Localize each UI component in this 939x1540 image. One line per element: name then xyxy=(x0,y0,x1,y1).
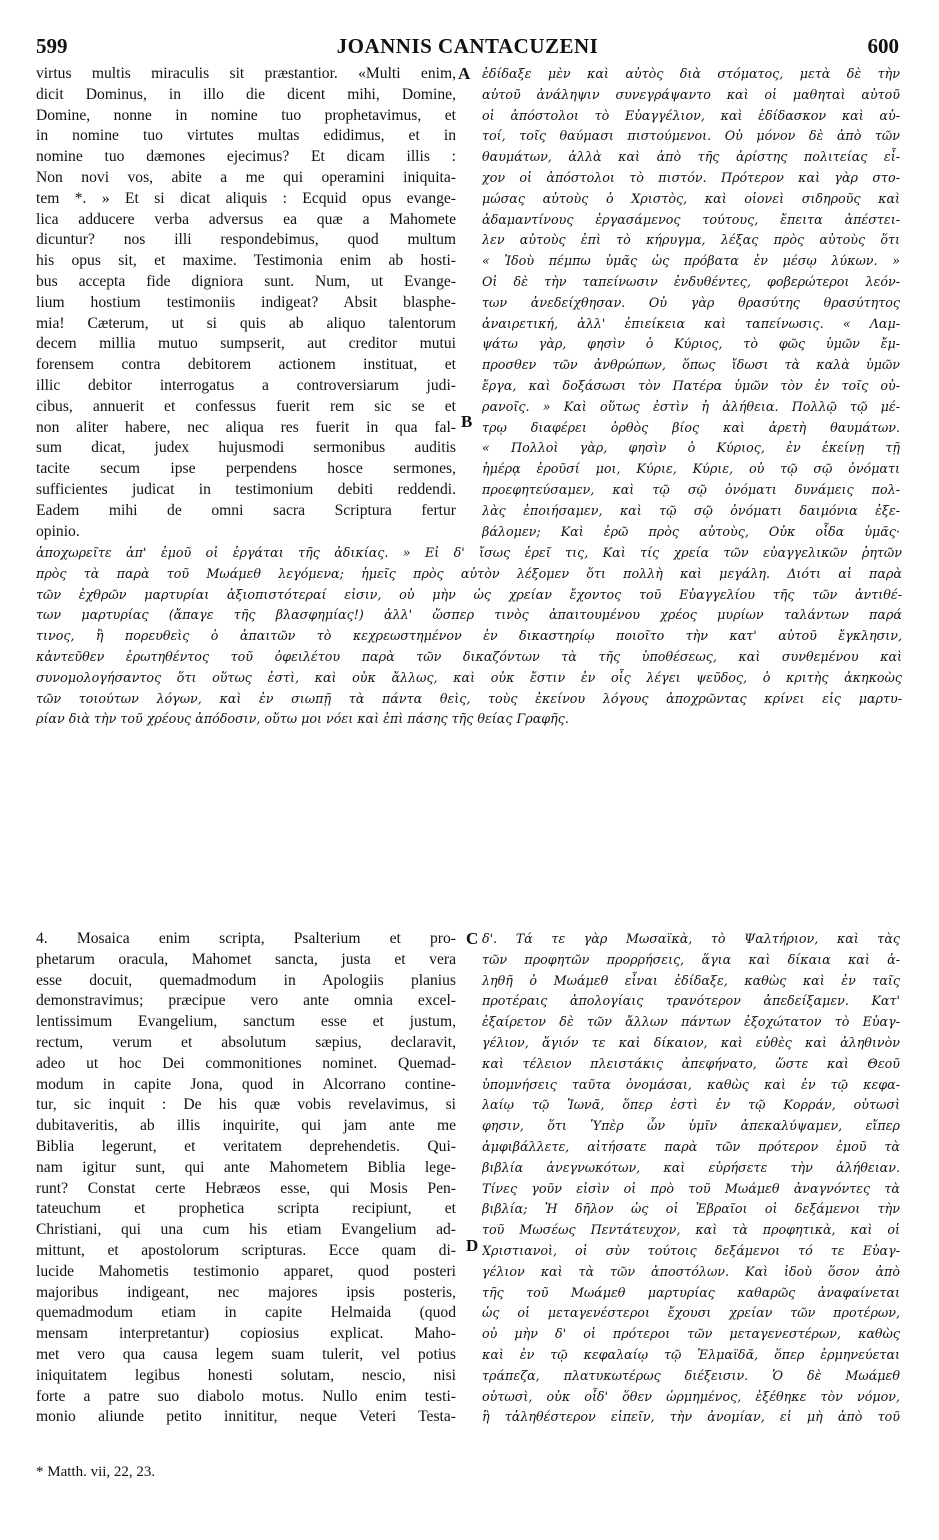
text-line: demonstravimus; præcipue vero ante omnia excel- xyxy=(36,992,456,1010)
text-line: προσθεν τῶν ἀνθρώπων, ὅπως ἴδωσι τὰ καλὰ ὑμῶν xyxy=(482,357,900,373)
text-line: illic debitor interrogatus a controversiarum judi- xyxy=(36,376,456,394)
text-line: γέλιον, ἅγιόν τε καὶ δίκαιον, καὶ εὐθὲς καὶ ἀληθινὸν xyxy=(482,1034,900,1050)
text-line: Τίνες γοῦν εἰσὶν οἱ πρὸ τοῦ Μωάμεθ ἀναγνόντες τὰ xyxy=(482,1180,900,1196)
text-line: lica adducere verba adversus ea quæ a Mahomete xyxy=(36,210,456,228)
text-line: cibus, annuerit et confessus fuerit rem sic se et xyxy=(36,397,456,415)
text-line: virtus multis miraculis sit præstantior. «Multi enim, xyxy=(36,65,456,82)
margin-marker-b: B xyxy=(461,412,473,431)
left-page-number: 599 xyxy=(36,34,68,58)
text-line: non aliter habere, nec aliqua res fuerit in qua fal- xyxy=(36,418,456,436)
text-line: φησιν, ὅτι Ὑπὲρ ὧν ὑμῖν ἀπεκαλύψαμεν, εἴπερ xyxy=(482,1118,900,1134)
text-line: καὶ ἐν τῷ κεφαλαίῳ τῷ Ἐλμαϊδᾶ, ὅπερ ἑρμηνεύεται xyxy=(482,1346,900,1362)
text-line: sum dicat, judex hujusmodi sermonibus auditis xyxy=(36,439,456,457)
text-line: iniquitatem legibus honesti solutam, nescio, nisi xyxy=(36,1366,456,1384)
text-line: Οἱ δὲ τὴν ταπείνωσιν ἐνδυθέντες, φοβερώτεροι λεόν- xyxy=(482,273,900,289)
text-line: τοί, τοῖς θαύμασι πιστούμενοι. Οὐ μόνον δὲ ἀπὸ τῶν xyxy=(482,128,900,144)
text-line: Domine, nonne in nomine tuo prophetavimus, et xyxy=(36,106,456,124)
latin-column-section-1 xyxy=(36,64,456,542)
text-line: dicuntur? nos illi respondebimus, quod multum xyxy=(36,231,456,249)
margin-marker-c: C xyxy=(466,929,479,948)
text-line: μώσας αὐτοὺς ὁ Χριστὸς, καὶ οἱονεὶ σιδηροῦς καὶ xyxy=(482,190,900,206)
text-line: tur, sic inquit : De his quæ vobis revelavimus, si xyxy=(36,1096,456,1114)
text-line: ὡς οἱ μεταγενέστεροι ἔχουσι χρείαν τῶν προτέρων, xyxy=(482,1305,900,1321)
text-line: ἀναιρετική, ἀλλ' ἐπιείκεια καὶ ταπείνωσις. « Λαμ- xyxy=(482,315,900,331)
text-line: των μαρτυρίας (ἄπαγε τῆς βλασφημίας!) ἀλλ' ὥσπερ τινὸς ἀπαιτουμένου χρέος μυρίων ταλάντων παρά xyxy=(36,607,902,623)
text-line: τρῳ διαφέρει ὀρθὸς βίος καὶ ἀρετὴ θαυμάτων. xyxy=(482,419,900,435)
text-line: τῶν τοιούτων λόγων, καὶ ἐν σιωπῇ τὰ πάντα θεὶς, τοὺς ἐκείνου λόγους ἀποχρῶντας κρίνει εἰς μαρτυ- xyxy=(36,690,902,706)
text-line: mittunt, et apostolorum scripturas. Ecce quam di- xyxy=(36,1241,456,1259)
text-line: γέλιον καὶ τὰ τῶν ἀποστόλων. Καὶ ἰδοὺ ὅσον ἀπὸ xyxy=(482,1263,900,1279)
text-line: οὐ μὴν δ' οἱ πρότεροι τῶν μεταγενεστέρων, καθὼς xyxy=(482,1326,900,1342)
text-line: ψάτω γὰρ, φησὶν ὁ Κύριος, τὸ φῶς ὑμῶν ἔμ- xyxy=(482,336,900,352)
text-line: 4. Mosaica enim scripta, Psalterium et pro- xyxy=(36,930,456,947)
text-line: συνομολογήσαντος ὅτι οὕτως ἐστὶ, καὶ οὐκ ἄλλως, καὶ οὐκ ἔστιν ἐν οἷς λέγει ψεῦδος, ὁ κριτὴς ἀκηκοὼς xyxy=(36,669,902,685)
text-line: λεν αὐτοὺς ἐπὶ τὸ κήρυγμα, λέξας πρὸς αὐτοὺς ὅτι xyxy=(482,232,900,248)
text-line: θαυμάτων, ἀλλὰ καὶ ἀπὸ τῆς ἀρίστης πολιτείας εἶ- xyxy=(482,149,900,165)
text-line: δ'. Τά τε γὰρ Μωσαϊκὰ, τὸ Ψαλτήριον, καὶ τὰς xyxy=(482,931,900,946)
text-line: lentissimum Evangelium, sanctum esse et justum, xyxy=(36,1013,456,1031)
text-line: « Πολλοὶ γὰρ, φησὶν ὁ Κύριος, ἐν ἐκείνῃ τῇ xyxy=(482,440,900,456)
text-line: met vero qua causa legem suam tulerit, vel potius xyxy=(36,1345,456,1363)
text-line: καὶ τέλειον πλειστάκις ἀπεφήνατο, ὥστε καὶ Θεοῦ xyxy=(482,1055,900,1071)
text-line: ἢ τἀληθέστερον εἰπεῖν, τὴν ἀνομίαν, εἰ μὴ ἀπὸ τοῦ xyxy=(482,1409,900,1425)
text-line: in nomine tuo virtutes multas edidimus, et in xyxy=(36,127,456,145)
text-line: ἐξαίρετον δὲ τῶν ἄλλων πάντων ἐξοχώτατον τὸ Εὐαγ- xyxy=(482,1014,900,1030)
text-line: decem millia mutuo sumpserit, aut creditor mutui xyxy=(36,335,456,353)
text-line: tem *. » Et si dicat aliquis : Ecquid opus evange- xyxy=(36,189,456,207)
margin-marker-a: A xyxy=(458,64,471,83)
text-line: majoribus indigeant, nec majores ipsis posteris, xyxy=(36,1283,456,1301)
text-line: quemadmodum etiam in capite Helmaida (quod xyxy=(36,1304,456,1322)
text-line: τῶν προφητῶν προρρήσεις, ἅγια καὶ δίκαια καὶ ἀ- xyxy=(482,951,900,967)
text-line: dicit Dominus, in illo die dicent mihi, Domine, xyxy=(36,85,456,103)
text-line: lium hostium testimoniis indigeat? Absit blasphe- xyxy=(36,293,456,311)
right-page-number: 600 xyxy=(867,34,899,58)
text-line: monio aliunde petito innititur, neque Veteri Testa- xyxy=(36,1408,456,1426)
text-line: βάλομεν; Καὶ ἐρῶ πρὸς αὐτοὺς, Οὐκ οἶδα ὑμᾶς· xyxy=(482,523,900,539)
text-line: modum in capite Jona, quod in Alcorrano contine- xyxy=(36,1075,456,1093)
latin-column-section-2 xyxy=(36,929,456,1428)
running-header xyxy=(36,34,899,58)
text-line: λὰς ἐποιήσαμεν, καὶ τῷ σῷ ὀνόματι δαιμόνια ἐξε- xyxy=(482,502,900,518)
text-line: « Ἰδοὺ πέμπω ὑμᾶς ὡς πρόβατα ἐν μέσῳ λύκων. » xyxy=(482,253,900,269)
text-line: λαίῳ τῷ Ἰωνᾶ, ὅπερ ἐστὶ ἐν τῷ Κορράν, οὑτωσὶ xyxy=(482,1097,900,1113)
text-line: ἔργα, καὶ δοξάσωσι τὸν Πατέρα ὑμῶν τὸν ἐν τοῖς οὐ- xyxy=(482,377,900,393)
text-line: Christiani, qui una cum his etiam Evangelium ad- xyxy=(36,1221,456,1239)
text-line: ἀποχωρεῖτε ἀπ' ἐμοῦ οἱ ἐργάται τῆς ἀδικίας. » Εἰ δ' ἴσως ἐρεῖ τις, Καὶ τίς χρεία τῶν εὐαγγελικῶν ῥητῶν xyxy=(36,545,902,560)
text-line: βιβλία; Ἡ δῆλον ὡς οἱ Ἑβραῖοι οἱ δεξάμενοι τὴν xyxy=(482,1201,900,1217)
text-line: αὐτοῦ ἀνάληψιν συνεγράψαντο καὶ οἱ μαθηταὶ αὐτοῦ xyxy=(482,86,900,102)
text-line: phetarum oracula, Mahomet sancta, justa et vera xyxy=(36,950,456,968)
text-line: nam igitur sunt, qui ante Mahometem Biblia lege- xyxy=(36,1158,456,1176)
text-line: προτέραις ἀπολογίαις τρανότερον ἀπεδείξαμεν. Κατ' xyxy=(482,993,900,1009)
greek-full-width-passage xyxy=(36,543,902,730)
text-line: ἀδαμαντίνους ἐργασάμενος τούτους, ἔπειτα ἀπέστει- xyxy=(482,211,900,227)
text-line: Biblia legerunt, et veritatem deprehendetis. Qui- xyxy=(36,1137,456,1155)
text-line: runt? Constat certe Hebræos esse, qui Mosis Pen- xyxy=(36,1179,456,1197)
text-line: forte a patre suo diabolo motus. Nullo enim testi- xyxy=(36,1387,456,1405)
text-line: nomine tuo dæmones ejecimus? Et dicam illis : xyxy=(36,148,456,166)
text-line: his opus sit, et maxime. Testimonia enim ab hosti- xyxy=(36,252,456,270)
text-line: τοῦ Μωσέως Πεντάτευχον, καὶ τὰ προφητικὰ, καὶ οἱ xyxy=(482,1222,900,1238)
text-line: τινος, ἢ πορευθεὶς ὁ ἀπαιτῶν τὸ κεχρεωστημένον ἐν δικαστηρίῳ ποιοῖτο τὴν κατ' αὐτοῦ ἔγκλησιν, xyxy=(36,628,902,644)
margin-marker-d: D xyxy=(466,1236,479,1255)
text-line: ἡμέρᾳ ἐροῦσί μοι, Κύριε, Κύριε, οὐ τῷ σῷ ὀνόματι xyxy=(482,461,900,477)
text-line: mia! Cæterum, ut si quis ab aliquo talentorum xyxy=(36,314,456,332)
text-line: sufficientes judicat in testimonium debiti reddendi. xyxy=(36,480,456,498)
text-line: ὑπομνήσεις ταῦτα ὀνομάσαι, καθὼς καὶ ἐν τῷ κεφα- xyxy=(482,1076,900,1092)
text-line: forensem contra debitorem actionem instituat, et xyxy=(36,356,456,374)
text-line: οὑτωσὶ, οὐκ οἶδ' ὅθεν ὡρμημένος, ἐξέθηκε τὸν νόμον, xyxy=(482,1388,900,1404)
text-line: mensam interpretantur) copiosius explicat. Maho- xyxy=(36,1325,456,1343)
greek-column-section-2 xyxy=(482,929,900,1428)
greek-column-section-1 xyxy=(482,64,900,542)
text-line: ἀμφιβάλλετε, αἰτήσατε παρὰ τῶν πρότερον ἐμοῦ τὰ xyxy=(482,1138,900,1154)
text-line: κἀντεῦθεν ἐρωτηθέντος τοῦ ὀφειλέτου παρὰ τῶν δικαζόντων τὰ τῆς ὑποθέσεως, καὶ συνθεμένου καὶ xyxy=(36,648,902,664)
text-line: των ἀνεδείχθησαν. Οὐ γὰρ θρασύτης θρασύτητος xyxy=(482,294,900,310)
running-title: JOANNIS CANTACUZENI xyxy=(336,34,599,58)
text-line: ρίαν διὰ τὴν τοῦ χρέους ἀπόδοσιν, οὕτω μοι νόει καὶ ἐπὶ πάσης τῆς θείας Γραφῆς. xyxy=(36,711,569,727)
text-line: adeo ut hoc Dei commonitiones nominet. Quemad- xyxy=(36,1054,456,1072)
footnote: * Matth. vii, 22, 23. xyxy=(36,1464,156,1480)
text-line: rectum, verum et absolutum sæpius, declaravit, xyxy=(36,1033,456,1051)
text-line: tateuchum et prophetica scripta recipiunt, et xyxy=(36,1200,456,1218)
text-line: Non novi vos, abite a me qui operamini iniquita- xyxy=(36,168,456,186)
text-line: tacite secum ipse perpendens hosce sermones, xyxy=(36,460,456,478)
text-line: esse docuit, quemadmodum in Apologiis planius xyxy=(36,971,456,989)
text-line: ἐδίδαξε μὲν καὶ αὐτὸς διὰ στόματος, μετὰ δὲ τὴν xyxy=(482,66,900,81)
text-line: ρανοῖς. » Καὶ οὕτως ἐστὶν ἡ ἀλήθεια. Πολλῷ τῷ μέ- xyxy=(482,398,900,414)
text-line: τῶν ἐχθρῶν μαρτυρίαι ἀξιοπιστότεραί εἰσιν, οὐ μὴν ὡς χρείαν ἔχοντος τοῦ Εὐαγγελίου τῆς τῶν ἀντιθέ- xyxy=(36,586,902,602)
text-line: dubitaveritis, ab illis inquirite, qui jam ante me xyxy=(36,1117,456,1135)
text-line: τράπεζα, πλατυκωτέρως διέξεισιν. Ὁ δὲ Μωάμεθ xyxy=(482,1367,900,1383)
text-line: πρὸς τὰ παρὰ τοῦ Μωάμεθ λεγόμενα; ἡμεῖς πρὸς αὐτὸν λέξομεν ὅτι πολλὴ καὶ μεγάλη. Διότι αἱ παρὰ xyxy=(36,565,902,581)
text-line: lucide Mahometis testimonio apparet, quod posteri xyxy=(36,1262,456,1280)
text-line: Χριστιανοὶ, οἱ σὺν τούτοις δεξάμενοι τό τε Εὐαγ- xyxy=(482,1242,900,1258)
text-line: Eadem mihi de omni sacra Scriptura fertur xyxy=(36,501,456,519)
text-line: προεφητεύσαμεν, καὶ τῷ σῷ ὀνόματι δυνάμεις πολ- xyxy=(482,481,900,497)
text-line: ληθῆ ὁ Μωάμεθ εἶναι ἐδίδαξε, καθὼς καὶ ἐν ταῖς xyxy=(482,972,900,988)
text-line: bus accepta fide digniora sunt. Num, ut Evange- xyxy=(36,272,456,290)
text-line: βιβλία ἀνεγνωκότων, καὶ εὑρήσετε τὴν ἀλήθειαν. xyxy=(482,1159,900,1175)
text-line: τῆς τοῦ Μωάμεθ μαρτυρίας καθαρῶς ἀναφαίνεται xyxy=(482,1284,900,1300)
text-line: οἱ ἀπόστολοι τὸ Εὐαγγέλιον, καὶ ἐδίδασκον καὶ αὐ- xyxy=(482,107,900,123)
text-line: χον οἱ ἀπόστολοι τὸ πιστόν. Πρότερον καὶ γὰρ στο- xyxy=(482,169,900,185)
text-line: opinio. xyxy=(36,522,80,540)
